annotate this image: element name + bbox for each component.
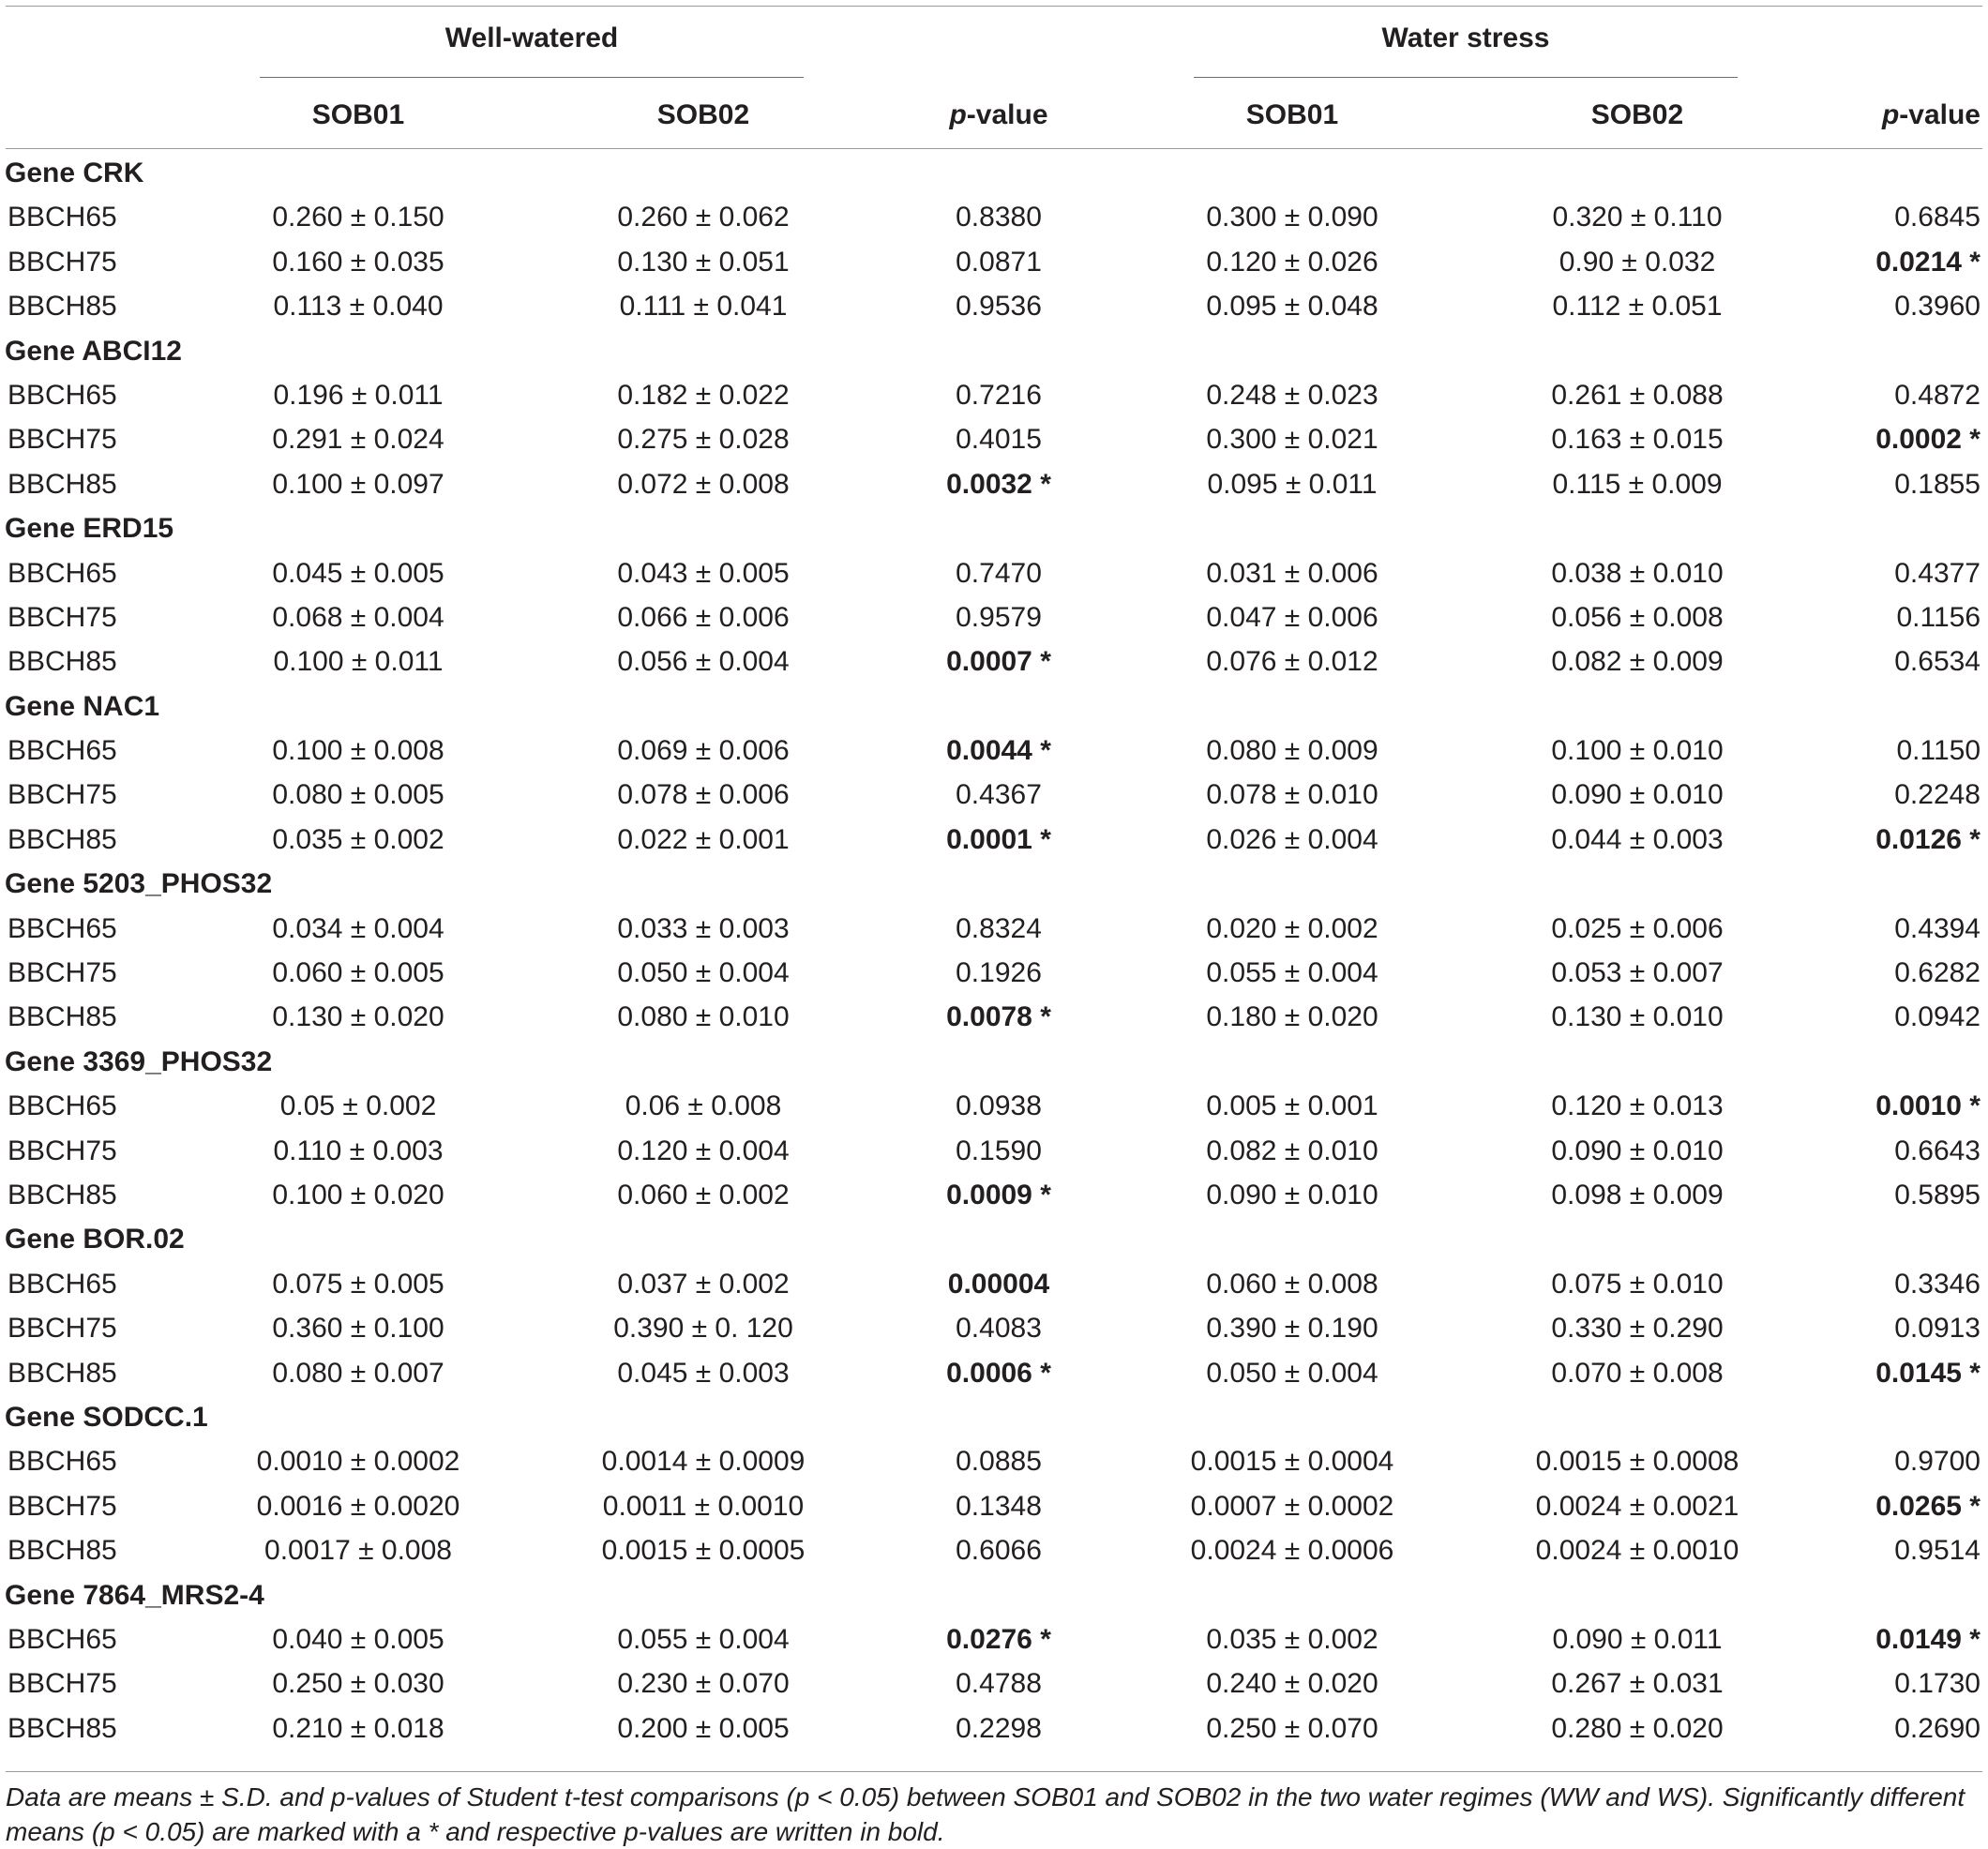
ws-sob02-value: 0.038 ± 0.010 bbox=[1551, 557, 1724, 589]
ws-sob01-value: 0.095 ± 0.011 bbox=[1207, 468, 1378, 500]
stage-label: BBCH65 bbox=[8, 912, 117, 944]
ww-sob01-value: 0.130 ± 0.020 bbox=[272, 1001, 444, 1033]
ww-sob02-value: 0.045 ± 0.003 bbox=[617, 1357, 790, 1389]
col-header-ww-sob01: SOB01 bbox=[311, 99, 405, 130]
stage-label: BBCH75 bbox=[8, 957, 117, 989]
ws-sob01-value: 0.082 ± 0.010 bbox=[1206, 1135, 1378, 1166]
table-row bbox=[0, 640, 1988, 684]
stage-label: BBCH65 bbox=[8, 1446, 117, 1478]
ww-sob02-value: 0.037 ± 0.002 bbox=[617, 1268, 790, 1300]
gene-title-row bbox=[0, 1041, 1988, 1085]
ws-sob02-value: 0.112 ± 0.051 bbox=[1552, 291, 1723, 323]
stage-label: BBCH75 bbox=[8, 1668, 117, 1700]
ww-sob01-value: 0.05 ± 0.002 bbox=[279, 1090, 437, 1122]
ws-sob02-value: 0.320 ± 0.110 bbox=[1552, 202, 1723, 233]
ww-p-value: 0.0032 * bbox=[946, 468, 1051, 500]
table-row bbox=[0, 1085, 1988, 1129]
ws-p-value: 0.3960 bbox=[1894, 291, 1980, 323]
ws-p-value: 0.0145 * bbox=[1875, 1357, 1980, 1389]
table-row bbox=[0, 596, 1988, 640]
ws-sob01-value: 0.250 ± 0.070 bbox=[1206, 1712, 1378, 1744]
ws-sob02-value: 0.280 ± 0.020 bbox=[1551, 1712, 1724, 1744]
ww-p-value: 0.0006 * bbox=[946, 1357, 1051, 1389]
table-footnote: Data are means ± S.D. and p-values of Student t-test comparisons (p < 0.05) between SOB01 and SOB02 in the two water regimes (WW and WS). Significantly different means (p < 0.05) are marked with a * and respective p-values are written in bold. bbox=[6, 1782, 1965, 1846]
ww-sob01-value: 0.068 ± 0.004 bbox=[272, 601, 444, 633]
gene-title-row bbox=[0, 685, 1988, 729]
ws-p-value: 0.0149 * bbox=[1875, 1623, 1980, 1655]
ws-p-value: 0.0942 bbox=[1894, 1001, 1980, 1033]
ws-sob01-value: 0.120 ± 0.026 bbox=[1206, 246, 1378, 278]
gene-title: Gene 7864_MRS2-4 bbox=[5, 1579, 264, 1611]
ww-sob02-value: 0.182 ± 0.022 bbox=[617, 379, 790, 411]
gene-title-row bbox=[0, 1574, 1988, 1618]
ww-p-value: 0.4083 bbox=[956, 1313, 1042, 1345]
table-row bbox=[0, 996, 1988, 1040]
ww-sob01-value: 0.100 ± 0.020 bbox=[272, 1179, 444, 1210]
ws-p-value: 0.0010 * bbox=[1875, 1090, 1980, 1122]
ww-sob02-value: 0.078 ± 0.006 bbox=[617, 779, 790, 811]
stage-label: BBCH85 bbox=[8, 1179, 117, 1210]
ws-p-value: 0.0913 bbox=[1894, 1313, 1980, 1345]
ww-sob01-value: 0.291 ± 0.024 bbox=[272, 424, 444, 456]
water-stress-underline bbox=[1194, 77, 1738, 78]
ws-sob01-value: 0.080 ± 0.009 bbox=[1206, 735, 1378, 767]
table-row bbox=[0, 463, 1988, 507]
ws-p-value: 0.0214 * bbox=[1875, 246, 1980, 278]
ws-sob01-value: 0.390 ± 0.190 bbox=[1206, 1313, 1378, 1345]
ww-p-value: 0.0007 * bbox=[946, 646, 1051, 678]
ws-p-value: 0.3346 bbox=[1894, 1268, 1980, 1300]
ww-sob01-value: 0.260 ± 0.150 bbox=[272, 202, 444, 233]
ww-p-value: 0.8324 bbox=[956, 912, 1042, 944]
ws-sob02-value: 0.070 ± 0.008 bbox=[1551, 1357, 1724, 1389]
ws-sob01-value: 0.095 ± 0.048 bbox=[1206, 291, 1378, 323]
ws-p-value: 0.6282 bbox=[1894, 957, 1980, 989]
ws-p-value: 0.1730 bbox=[1894, 1668, 1980, 1700]
stage-label: BBCH65 bbox=[8, 1090, 117, 1122]
ws-sob02-value: 0.056 ± 0.008 bbox=[1551, 601, 1724, 633]
ww-sob02-value: 0.055 ± 0.004 bbox=[617, 1623, 790, 1655]
stage-label: BBCH65 bbox=[8, 202, 117, 233]
ws-sob01-value: 0.055 ± 0.004 bbox=[1206, 957, 1378, 989]
ws-sob02-value: 0.053 ± 0.007 bbox=[1551, 957, 1724, 989]
ww-sob02-value: 0.056 ± 0.004 bbox=[617, 646, 790, 678]
gene-title: Gene SODCC.1 bbox=[5, 1401, 208, 1433]
ws-sob01-value: 0.050 ± 0.004 bbox=[1206, 1357, 1378, 1389]
ww-sob02-value: 0.072 ± 0.008 bbox=[617, 468, 790, 500]
ws-sob01-value: 0.020 ± 0.002 bbox=[1206, 912, 1378, 944]
ww-sob01-value: 0.040 ± 0.005 bbox=[272, 1623, 444, 1655]
ws-p-value: 0.1855 bbox=[1894, 468, 1980, 500]
ww-sob01-value: 0.210 ± 0.018 bbox=[272, 1712, 444, 1744]
group-header-well-watered: Well-watered bbox=[444, 23, 619, 53]
gene-title: Gene ABCI12 bbox=[5, 335, 182, 367]
ws-sob01-value: 0.180 ± 0.020 bbox=[1206, 1001, 1378, 1033]
p-italic: p bbox=[1881, 99, 1900, 130]
p-italic: p bbox=[949, 99, 967, 130]
gene-title: Gene NAC1 bbox=[5, 690, 160, 722]
ww-sob02-value: 0.066 ± 0.006 bbox=[617, 601, 790, 633]
table-row bbox=[0, 418, 1988, 462]
stage-label: BBCH85 bbox=[8, 823, 117, 855]
ww-p-value: 0.0938 bbox=[956, 1090, 1042, 1122]
ws-sob01-value: 0.300 ± 0.090 bbox=[1206, 202, 1378, 233]
ws-p-value: 0.6534 bbox=[1894, 646, 1980, 678]
ww-p-value: 0.9536 bbox=[956, 291, 1042, 323]
ws-sob02-value: 0.090 ± 0.010 bbox=[1551, 1135, 1724, 1166]
ws-p-value: 0.4872 bbox=[1894, 379, 1980, 411]
ww-p-value: 0.1590 bbox=[956, 1135, 1042, 1166]
ww-sob01-value: 0.160 ± 0.035 bbox=[272, 246, 444, 278]
ww-sob02-value: 0.033 ± 0.003 bbox=[617, 912, 790, 944]
stage-label: BBCH75 bbox=[8, 601, 117, 633]
stage-label: BBCH85 bbox=[8, 468, 117, 500]
ww-sob01-value: 0.045 ± 0.005 bbox=[272, 557, 444, 589]
ww-sob01-value: 0.075 ± 0.005 bbox=[272, 1268, 444, 1300]
ww-sob01-value: 0.035 ± 0.002 bbox=[272, 823, 444, 855]
ww-sob02-value: 0.275 ± 0.028 bbox=[617, 424, 790, 456]
table-row bbox=[0, 1662, 1988, 1706]
stage-label: BBCH85 bbox=[8, 1357, 117, 1389]
ww-sob01-value: 0.080 ± 0.005 bbox=[272, 779, 444, 811]
ww-sob02-value: 0.200 ± 0.005 bbox=[617, 1712, 790, 1744]
ww-p-value: 0.7216 bbox=[956, 379, 1042, 411]
table-row bbox=[0, 241, 1988, 285]
ws-p-value: 0.4394 bbox=[1894, 912, 1980, 944]
table-row bbox=[0, 1174, 1988, 1218]
ww-p-value: 0.8380 bbox=[956, 202, 1042, 233]
stage-label: BBCH65 bbox=[8, 379, 117, 411]
stage-label: BBCH75 bbox=[8, 779, 117, 811]
gene-title-row bbox=[0, 330, 1988, 374]
gene-title-row bbox=[0, 1218, 1988, 1262]
ww-p-value: 0.0001 * bbox=[946, 823, 1051, 855]
table-row bbox=[0, 1263, 1988, 1307]
ww-p-value: 0.00004 bbox=[947, 1268, 1050, 1300]
ws-sob01-value: 0.300 ± 0.021 bbox=[1206, 424, 1378, 456]
ws-sob01-value: 0.026 ± 0.004 bbox=[1206, 823, 1378, 855]
ww-sob02-value: 0.043 ± 0.005 bbox=[617, 557, 790, 589]
ww-p-value: 0.0009 * bbox=[946, 1179, 1051, 1210]
table-row bbox=[0, 196, 1988, 240]
table-row bbox=[0, 1130, 1988, 1174]
top-rule bbox=[6, 6, 1982, 7]
ww-p-value: 0.1348 bbox=[956, 1490, 1042, 1522]
stage-label: BBCH65 bbox=[8, 557, 117, 589]
ww-p-value: 0.6066 bbox=[956, 1535, 1042, 1567]
ws-sob02-value: 0.0015 ± 0.0008 bbox=[1535, 1446, 1740, 1478]
ws-sob02-value: 0.90 ± 0.032 bbox=[1559, 246, 1716, 278]
p-rest: -value bbox=[966, 99, 1048, 130]
ww-sob01-value: 0.360 ± 0.100 bbox=[272, 1313, 444, 1345]
p-rest: -value bbox=[1899, 99, 1980, 130]
gene-title-row bbox=[0, 863, 1988, 907]
ww-sob01-value: 0.080 ± 0.007 bbox=[272, 1357, 444, 1389]
table-row bbox=[0, 1352, 1988, 1396]
ws-p-value: 0.0002 * bbox=[1875, 424, 1980, 456]
table-row bbox=[0, 285, 1988, 329]
ww-p-value: 0.4015 bbox=[956, 424, 1042, 456]
ww-sob02-value: 0.130 ± 0.051 bbox=[617, 246, 790, 278]
col-header-ws-sob02: SOB02 bbox=[1590, 99, 1684, 130]
col-header-ws-pvalue bbox=[1882, 99, 1980, 131]
col-header-ww-sob02: SOB02 bbox=[656, 99, 750, 130]
ws-sob01-value: 0.090 ± 0.010 bbox=[1206, 1179, 1378, 1210]
ww-sob02-value: 0.120 ± 0.004 bbox=[617, 1135, 790, 1166]
ws-sob02-value: 0.082 ± 0.009 bbox=[1551, 646, 1724, 678]
stage-label: BBCH75 bbox=[8, 246, 117, 278]
ww-sob02-value: 0.0014 ± 0.0009 bbox=[601, 1446, 806, 1478]
ww-p-value: 0.1926 bbox=[956, 957, 1042, 989]
stage-label: BBCH75 bbox=[8, 1490, 117, 1522]
ws-p-value: 0.4377 bbox=[1894, 557, 1980, 589]
ww-sob01-value: 0.100 ± 0.008 bbox=[272, 735, 444, 767]
table-row bbox=[0, 1440, 1988, 1484]
ws-sob02-value: 0.267 ± 0.031 bbox=[1551, 1668, 1724, 1700]
ws-sob02-value: 0.120 ± 0.013 bbox=[1551, 1090, 1724, 1122]
stage-label: BBCH75 bbox=[8, 1313, 117, 1345]
stage-label: BBCH65 bbox=[8, 735, 117, 767]
ww-sob02-value: 0.06 ± 0.008 bbox=[625, 1090, 782, 1122]
ww-sob02-value: 0.111 ± 0.041 bbox=[619, 291, 788, 323]
ww-sob02-value: 0.390 ± 0. 120 bbox=[613, 1313, 793, 1345]
ww-sob01-value: 0.060 ± 0.005 bbox=[272, 957, 444, 989]
ww-sob01-value: 0.113 ± 0.040 bbox=[273, 291, 444, 323]
ww-sob02-value: 0.022 ± 0.001 bbox=[617, 823, 790, 855]
ws-p-value: 0.1150 bbox=[1896, 735, 1980, 767]
ww-sob02-value: 0.050 ± 0.004 bbox=[617, 957, 790, 989]
ws-p-value: 0.5895 bbox=[1894, 1179, 1980, 1210]
stage-label: BBCH75 bbox=[8, 1135, 117, 1166]
well-watered-underline bbox=[260, 77, 804, 78]
ww-sob02-value: 0.0015 ± 0.0005 bbox=[601, 1535, 806, 1567]
ws-p-value: 0.2248 bbox=[1894, 779, 1980, 811]
ws-sob01-value: 0.047 ± 0.006 bbox=[1206, 601, 1378, 633]
ws-p-value: 0.6643 bbox=[1894, 1135, 1980, 1166]
header-rule bbox=[6, 148, 1982, 149]
ws-sob01-value: 0.076 ± 0.012 bbox=[1206, 646, 1378, 678]
table-row bbox=[0, 1307, 1988, 1351]
ws-sob02-value: 0.0024 ± 0.0010 bbox=[1535, 1535, 1740, 1567]
table-row bbox=[0, 1529, 1988, 1573]
ws-sob02-value: 0.098 ± 0.009 bbox=[1551, 1179, 1724, 1210]
ww-p-value: 0.0078 * bbox=[946, 1001, 1051, 1033]
ww-p-value: 0.7470 bbox=[956, 557, 1042, 589]
ww-sob01-value: 0.100 ± 0.097 bbox=[272, 468, 444, 500]
ws-p-value: 0.1156 bbox=[1896, 601, 1980, 633]
ww-p-value: 0.4788 bbox=[956, 1668, 1042, 1700]
ws-sob01-value: 0.060 ± 0.008 bbox=[1206, 1268, 1378, 1300]
ws-p-value: 0.9700 bbox=[1894, 1446, 1980, 1478]
ww-sob01-value: 0.0010 ± 0.0002 bbox=[256, 1446, 460, 1478]
ww-sob02-value: 0.069 ± 0.006 bbox=[617, 735, 790, 767]
ww-sob01-value: 0.110 ± 0.003 bbox=[273, 1135, 444, 1166]
ww-sob02-value: 0.260 ± 0.062 bbox=[617, 202, 790, 233]
stage-label: BBCH85 bbox=[8, 1001, 117, 1033]
gene-title-row bbox=[0, 152, 1988, 196]
stage-label: BBCH85 bbox=[8, 291, 117, 323]
ws-sob02-value: 0.261 ± 0.088 bbox=[1551, 379, 1724, 411]
table-row bbox=[0, 374, 1988, 418]
ws-sob01-value: 0.035 ± 0.002 bbox=[1206, 1623, 1378, 1655]
ws-sob01-value: 0.248 ± 0.023 bbox=[1206, 379, 1378, 411]
stage-label: BBCH85 bbox=[8, 1712, 117, 1744]
ws-sob02-value: 0.115 ± 0.009 bbox=[1552, 468, 1723, 500]
ww-p-value: 0.9579 bbox=[956, 601, 1042, 633]
ws-p-value: 0.0126 * bbox=[1875, 823, 1980, 855]
ws-sob02-value: 0.075 ± 0.010 bbox=[1551, 1268, 1724, 1300]
ww-sob01-value: 0.250 ± 0.030 bbox=[272, 1668, 444, 1700]
ws-sob01-value: 0.0024 ± 0.0006 bbox=[1190, 1535, 1394, 1567]
ws-sob02-value: 0.330 ± 0.290 bbox=[1551, 1313, 1724, 1345]
ws-sob01-value: 0.0015 ± 0.0004 bbox=[1190, 1446, 1394, 1478]
group-header-water-stress: Water stress bbox=[1381, 23, 1550, 53]
ww-p-value: 0.0044 * bbox=[946, 735, 1051, 767]
col-header-ww-pvalue bbox=[905, 99, 1092, 131]
ww-p-value: 0.0871 bbox=[956, 246, 1042, 278]
ws-p-value: 0.2690 bbox=[1894, 1712, 1980, 1744]
ww-sob01-value: 0.196 ± 0.011 bbox=[273, 379, 444, 411]
stage-label: BBCH65 bbox=[8, 1623, 117, 1655]
ws-sob02-value: 0.0024 ± 0.0021 bbox=[1535, 1490, 1740, 1522]
ws-sob02-value: 0.025 ± 0.006 bbox=[1551, 912, 1724, 944]
ws-sob02-value: 0.130 ± 0.010 bbox=[1551, 1001, 1724, 1033]
table-row bbox=[0, 908, 1988, 952]
gene-title: Gene BOR.02 bbox=[5, 1224, 185, 1255]
table-body bbox=[0, 152, 1988, 1751]
ww-sob01-value: 0.100 ± 0.011 bbox=[273, 646, 444, 678]
ww-sob01-value: 0.034 ± 0.004 bbox=[272, 912, 444, 944]
ww-p-value: 0.0885 bbox=[956, 1446, 1042, 1478]
table-row bbox=[0, 729, 1988, 774]
table-row bbox=[0, 1485, 1988, 1529]
table-row bbox=[0, 952, 1988, 996]
ws-sob02-value: 0.090 ± 0.011 bbox=[1552, 1623, 1723, 1655]
ws-p-value: 0.0265 * bbox=[1875, 1490, 1980, 1522]
ww-sob01-value: 0.0016 ± 0.0020 bbox=[256, 1490, 460, 1522]
table-row bbox=[0, 552, 1988, 596]
gene-title-row bbox=[0, 507, 1988, 551]
stage-label: BBCH85 bbox=[8, 646, 117, 678]
gene-title: Gene 3369_PHOS32 bbox=[5, 1045, 273, 1077]
stage-label: BBCH85 bbox=[8, 1535, 117, 1567]
ww-sob02-value: 0.080 ± 0.010 bbox=[617, 1001, 790, 1033]
ws-sob01-value: 0.031 ± 0.006 bbox=[1206, 557, 1378, 589]
ww-p-value: 0.0276 * bbox=[946, 1623, 1051, 1655]
table-row bbox=[0, 774, 1988, 818]
ws-sob02-value: 0.100 ± 0.010 bbox=[1551, 735, 1724, 767]
ws-p-value: 0.9514 bbox=[1894, 1535, 1980, 1567]
ws-p-value: 0.6845 bbox=[1894, 202, 1980, 233]
stage-label: BBCH75 bbox=[8, 424, 117, 456]
gene-title-row bbox=[0, 1396, 1988, 1440]
ww-sob02-value: 0.060 ± 0.002 bbox=[617, 1179, 790, 1210]
ws-sob01-value: 0.240 ± 0.020 bbox=[1206, 1668, 1378, 1700]
table-row bbox=[0, 819, 1988, 863]
gene-title: Gene CRK bbox=[5, 158, 144, 188]
ws-sob02-value: 0.163 ± 0.015 bbox=[1551, 424, 1724, 456]
gene-title: Gene ERD15 bbox=[5, 513, 174, 545]
ws-sob01-value: 0.0007 ± 0.0002 bbox=[1190, 1490, 1394, 1522]
ww-sob02-value: 0.230 ± 0.070 bbox=[617, 1668, 790, 1700]
ww-p-value: 0.2298 bbox=[956, 1712, 1042, 1744]
ww-p-value: 0.4367 bbox=[956, 779, 1042, 811]
ww-sob01-value: 0.0017 ± 0.008 bbox=[264, 1535, 452, 1567]
ws-sob01-value: 0.078 ± 0.010 bbox=[1206, 779, 1378, 811]
bottom-rule bbox=[6, 1771, 1982, 1772]
table-row bbox=[0, 1618, 1988, 1662]
gene-title: Gene 5203_PHOS32 bbox=[5, 868, 273, 900]
stage-label: BBCH65 bbox=[8, 1268, 117, 1300]
table-row bbox=[0, 1707, 1988, 1751]
ws-sob01-value: 0.005 ± 0.001 bbox=[1206, 1090, 1378, 1122]
ww-sob02-value: 0.0011 ± 0.0010 bbox=[602, 1490, 805, 1522]
ws-sob02-value: 0.090 ± 0.010 bbox=[1551, 779, 1724, 811]
col-header-ws-sob01: SOB01 bbox=[1245, 99, 1339, 130]
ws-sob02-value: 0.044 ± 0.003 bbox=[1551, 823, 1724, 855]
